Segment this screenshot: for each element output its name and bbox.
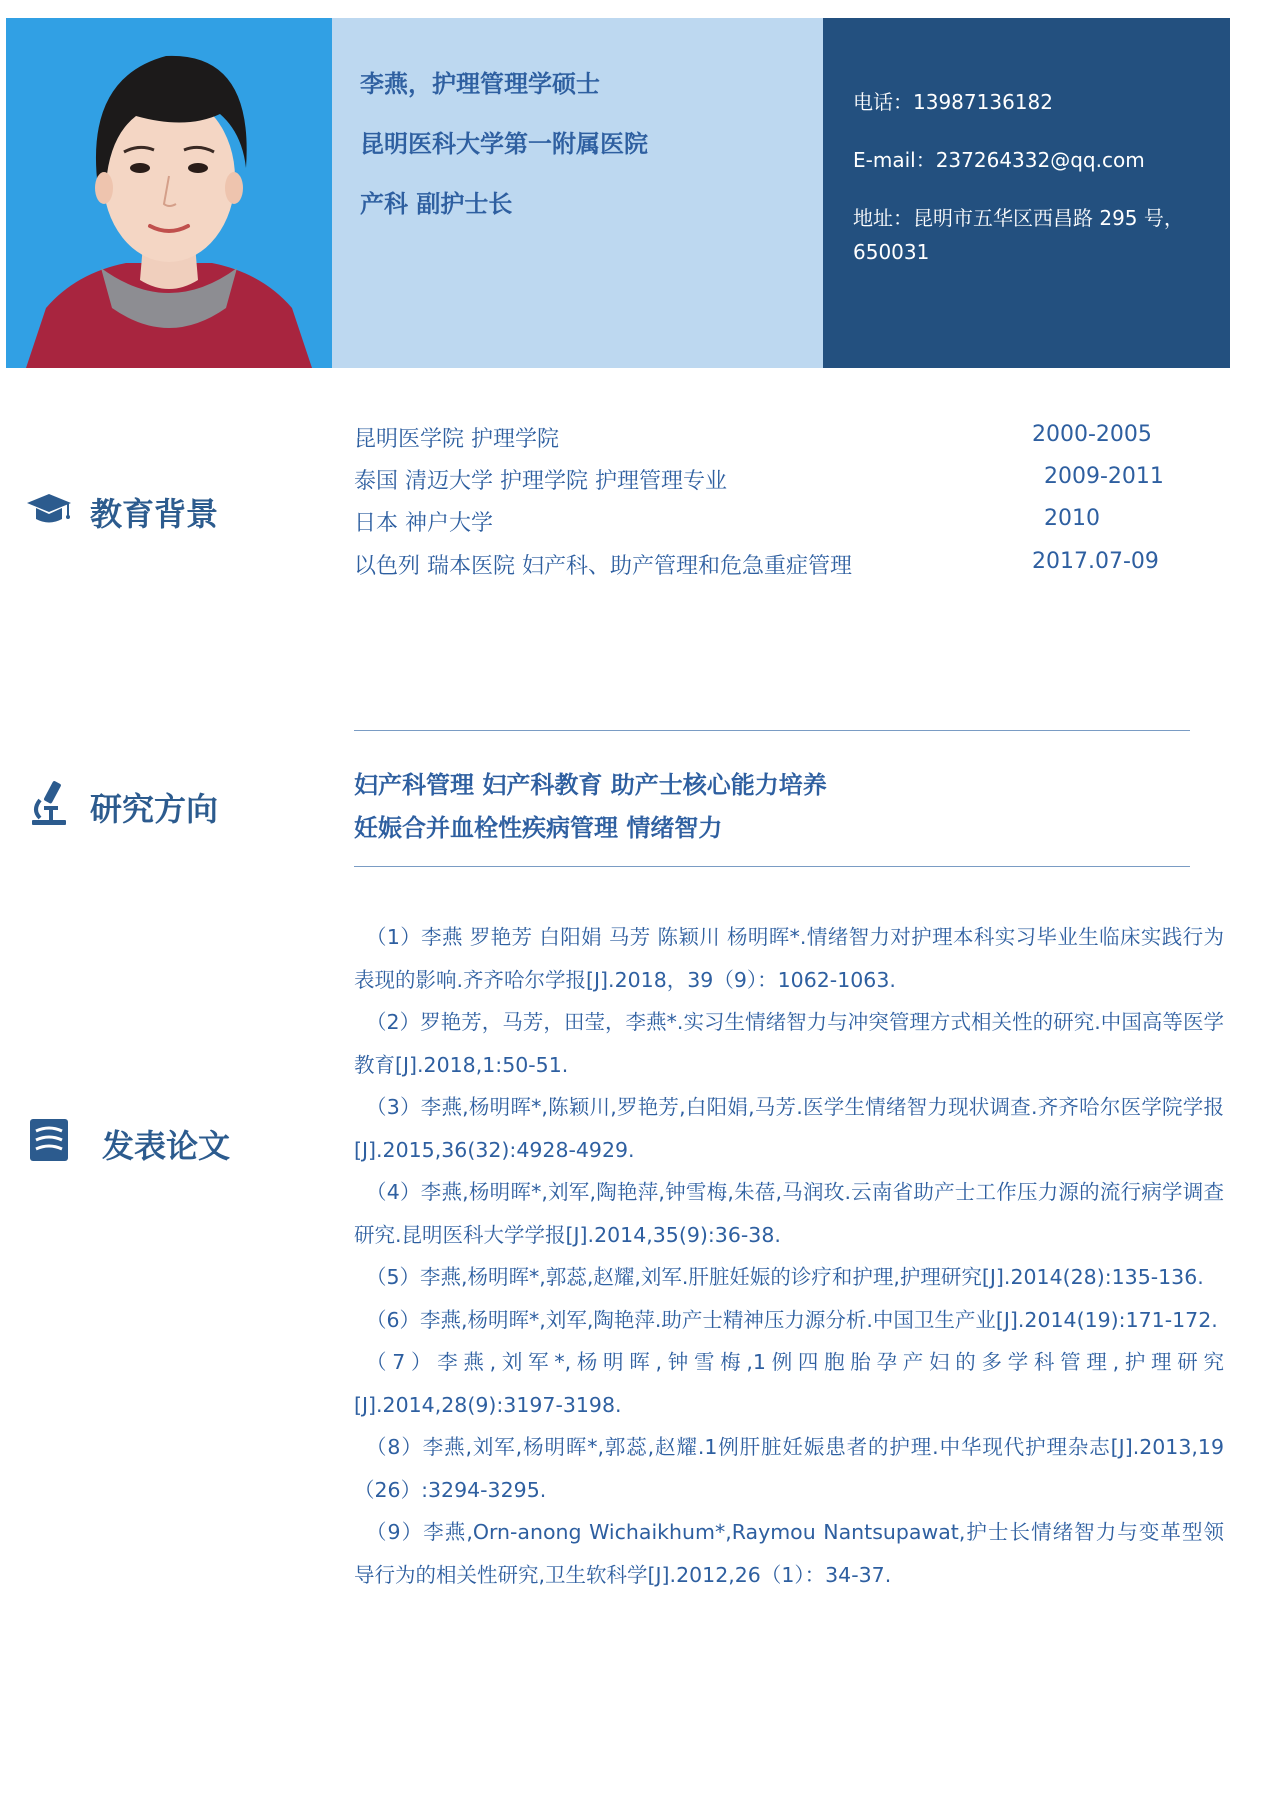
education-school: 泰国 清迈大学 护理学院 护理管理专业 xyxy=(354,469,727,494)
education-school: 日本 神户大学 xyxy=(354,511,493,536)
address-line-2: 650031 xyxy=(853,240,930,264)
document-icon xyxy=(24,1115,74,1165)
research-line: 妇产科管理 妇产科教育 助产士核心能力培养 xyxy=(354,771,827,799)
contact-panel xyxy=(823,18,1230,368)
research-line: 妊娠合并血栓性疾病管理 情绪智力 xyxy=(354,814,723,842)
profile-photo xyxy=(6,18,332,368)
publication-list xyxy=(354,916,1224,1596)
education-row xyxy=(354,416,1174,456)
graduation-cap-icon xyxy=(24,483,74,533)
hospital-name: 昆明医科大学第一附属医院 xyxy=(360,130,648,158)
education-years: 2000-2005 xyxy=(1032,422,1152,447)
identity-panel xyxy=(332,18,823,368)
phone-text: 电话：13987136182 xyxy=(853,90,1053,114)
email-text: E-mail：237264332@qq.com xyxy=(853,148,1145,172)
name-title: 李燕，护理管理学硕士 xyxy=(360,70,600,98)
education-row xyxy=(354,458,1174,498)
publication-item: （3）李燕,杨明晖*,陈颖川,罗艳芳,白阳娟,马芳.医学生情绪智力现状调查.齐齐哈尔医学院学报[J].2015,36(32):4928-4929. xyxy=(354,1095,1224,1162)
education-years: 2010 xyxy=(1044,506,1100,531)
education-school: 以色列 瑞本医院 妇产科、助产管理和危急重症管理 xyxy=(354,554,852,579)
position-title: 产科 副护士长 xyxy=(360,190,513,218)
education-school: 昆明医学院 护理学院 xyxy=(354,427,559,452)
research-title: 研究方向 xyxy=(90,790,219,828)
portrait-illustration xyxy=(6,18,332,368)
publication-item: （8）李燕,刘军,杨明晖*,郭蕊,赵耀.1例肝脏妊娠患者的护理.中华现代护理杂志[J].2013,19（26）:3294-3295. xyxy=(354,1435,1224,1502)
divider-top xyxy=(354,730,1190,731)
divider-bottom xyxy=(354,866,1190,867)
publication-item: （6）李燕,杨明晖*,刘军,陶艳萍.助产士精神压力源分析.中国卫生产业[J].2014(19):171-172. xyxy=(366,1307,1218,1332)
publication-item: （2）罗艳芳，马芳，田莹，李燕*.实习生情绪智力与冲突管理方式相关性的研究.中国高等医学教育[J].2018,1:50-51. xyxy=(354,1010,1224,1077)
education-title: 教育背景 xyxy=(90,495,219,533)
publication-item: （1）李燕 罗艳芳 白阳娟 马芳 陈颖川 杨明晖*.情绪智力对护理本科实习毕业生临床实践行为表现的影响.齐齐哈尔学报[J].2018，39（9）：1062-1063. xyxy=(354,925,1224,992)
education-years: 2009-2011 xyxy=(1044,464,1164,489)
education-row xyxy=(354,500,1174,540)
education-years: 2017.07-09 xyxy=(1032,549,1159,574)
publication-item: （4）李燕,杨明晖*,刘军,陶艳萍,钟雪梅,朱蓓,马润玫.云南省助产士工作压力源的流行病学调查研究.昆明医科大学学报[J].2014,35(9):36-38. xyxy=(354,1180,1224,1247)
microscope-icon xyxy=(24,778,74,828)
resume-header xyxy=(6,18,1230,368)
address-line-1: 地址：昆明市五华区西昌路 295 号， xyxy=(853,206,1184,230)
education-row xyxy=(354,543,1174,583)
publication-item: （7）李燕,刘军*,杨明晖,钟雪梅,1例四胞胎孕产妇的多学科管理,护理研究[J].2014,28(9):3197-3198. xyxy=(354,1350,1224,1417)
publication-item: （9）李燕,Orn-anong Wichaikhum*,Raymou Nantsupawat,护士长情绪智力与变革型领导行为的相关性研究,卫生软科学[J].2012,26（1）：34-37. xyxy=(354,1520,1224,1587)
publication-item: （5）李燕,杨明晖*,郭蕊,赵耀,刘军.肝脏妊娠的诊疗和护理,护理研究[J].2014(28):135-136. xyxy=(366,1265,1204,1289)
publications-title: 发表论文 xyxy=(102,1127,231,1165)
